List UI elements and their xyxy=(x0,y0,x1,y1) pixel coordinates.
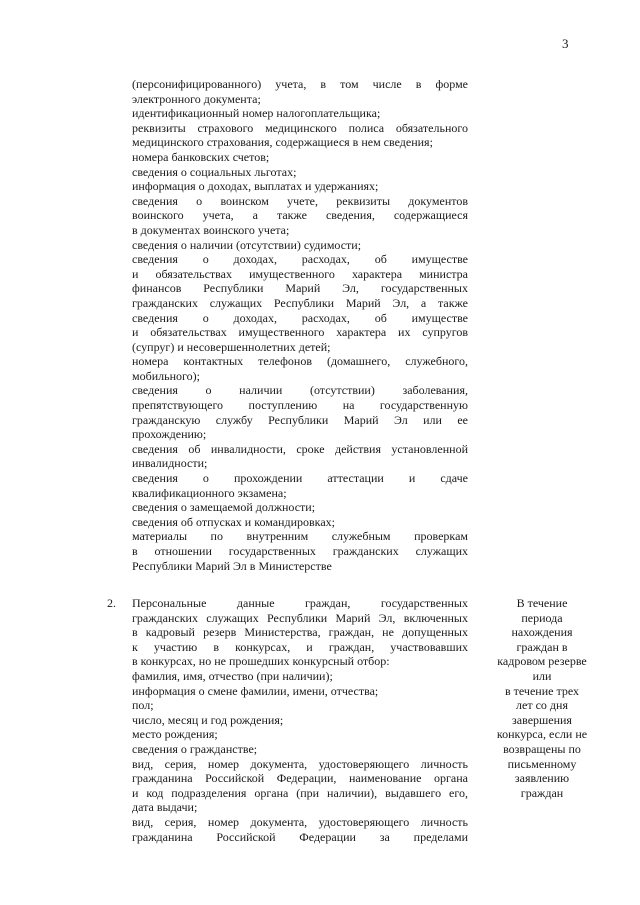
text-line: сведения о прохождении аттестации и сдаче xyxy=(132,471,468,486)
text-line: вид, серия, номер документа, удостоверяющего личность xyxy=(132,756,468,771)
text-line: число, месяц и год рождения; xyxy=(132,712,284,727)
text-line: в кадровый резерв Министерства, граждан, не допущенных xyxy=(132,625,468,640)
text-line: к участию в конкурсах, и граждан, участвовавших xyxy=(132,639,468,654)
text-line: и обязательствах имущественного характера министра xyxy=(132,266,468,281)
text-line: Республики Марий Эл в Министерстве xyxy=(132,558,332,573)
text-line: в отношении государственных гражданских служащих xyxy=(132,544,468,558)
text-line: квалификационного экзамена; xyxy=(132,485,287,500)
row-2-description xyxy=(132,596,468,844)
text-line: номера банковских счетов; xyxy=(132,149,270,164)
period-line: лет со дня xyxy=(516,698,568,713)
personal-data-list-continued xyxy=(132,77,468,573)
text-line: информация о смене фамилии, имени, отчества; xyxy=(132,683,379,698)
text-line: сведения о замещаемой должности; xyxy=(132,500,316,515)
text-line: пол; xyxy=(132,698,154,713)
period-line: завершения xyxy=(512,712,572,727)
text-line: препятствующего поступлению на государственную xyxy=(132,398,468,413)
text-line: в конкурсах, но не прошедших конкурсный отбор: xyxy=(132,654,390,669)
text-line: мобильного); xyxy=(132,368,200,383)
text-line: электронного документа; xyxy=(132,91,261,106)
text-line: гражданскую службу Республики Марий Эл или ее xyxy=(132,412,468,427)
text-line: инвалидности; xyxy=(132,456,208,471)
text-line: место рождения; xyxy=(132,727,218,742)
text-line: сведения о наличии (отсутствии) судимости; xyxy=(132,237,362,252)
text-line: гражданина Российской Федерации, наименование органа xyxy=(132,771,468,786)
text-line: дата выдачи; xyxy=(132,800,198,815)
text-line: номера контактных телефонов (домашнего, служебного, xyxy=(132,354,468,369)
page-number: 3 xyxy=(562,36,569,51)
text-line: финансов Республики Марий Эл, государственных xyxy=(132,281,468,296)
text-line: сведения о социальных льготах; xyxy=(132,164,297,179)
text-line: (персонифицированного) учета, в том числе в форме xyxy=(132,77,468,91)
text-line: вид, серия, номер документа, удостоверяющего личность xyxy=(132,814,468,829)
period-line: кадровом резерве xyxy=(497,654,587,669)
period-line: конкурса, если не xyxy=(496,727,588,742)
text-line: в документах воинского учета; xyxy=(132,222,290,237)
period-line: граждан в xyxy=(516,639,568,654)
text-line: гражданских служащих Республики Марий Эл, включенных xyxy=(132,610,468,625)
text-line: сведения о наличии (отсутствии) заболевания, xyxy=(132,383,468,398)
period-line: нахождения xyxy=(511,625,573,640)
text-line: реквизиты страхового медицинского полиса обязательного xyxy=(132,120,468,135)
text-line: Персональные данные граждан, государственных xyxy=(132,596,468,610)
text-line: сведения о гражданстве; xyxy=(132,741,258,756)
text-line: идентификационный номер налогоплательщика; xyxy=(132,106,381,121)
text-line: сведения об инвалидности, сроке действия установленной xyxy=(132,441,468,456)
text-line: и обязательствах имущественного характера их супругов xyxy=(132,325,468,340)
text-line: (супруг) и несовершеннолетних детей; xyxy=(132,339,331,354)
period-line: заявлению xyxy=(514,771,570,786)
period-line: возвращены по xyxy=(503,741,581,756)
retention-period xyxy=(487,596,597,800)
text-line: сведения об отпусках и командировках; xyxy=(132,514,335,529)
text-line: медицинского страхования, содержащиеся в нем сведения; xyxy=(132,135,433,150)
text-line: сведения о воинском учете, реквизиты документов xyxy=(132,193,468,208)
text-line: воинского учета, а также сведения, содержащиеся xyxy=(132,208,468,223)
text-line: прохождению; xyxy=(132,427,207,442)
text-line: сведения о доходах, расходах, об имуществе xyxy=(132,310,468,325)
period-line: периода xyxy=(521,610,563,625)
period-line: в течение трех xyxy=(504,683,580,698)
period-line: или xyxy=(532,668,552,683)
period-line: письменному xyxy=(507,756,577,771)
text-line: гражданина Российской Федерации за пределами xyxy=(132,829,468,844)
row-number: 2. xyxy=(107,596,116,610)
period-line: граждан xyxy=(520,785,564,800)
text-line: информация о доходах, выплатах и удержаниях; xyxy=(132,179,379,194)
text-line: гражданских служащих Республики Марий Эл, а также xyxy=(132,295,468,310)
text-line: сведения о доходах, расходах, об имуществе xyxy=(132,252,468,267)
period-line: В течение xyxy=(516,596,568,610)
text-line: фамилия, имя, отчество (при наличии); xyxy=(132,668,333,683)
text-line: материалы по внутренним служебным проверкам xyxy=(132,529,468,544)
text-line: и код подразделения органа (при наличии), выдавшего его, xyxy=(132,785,468,800)
